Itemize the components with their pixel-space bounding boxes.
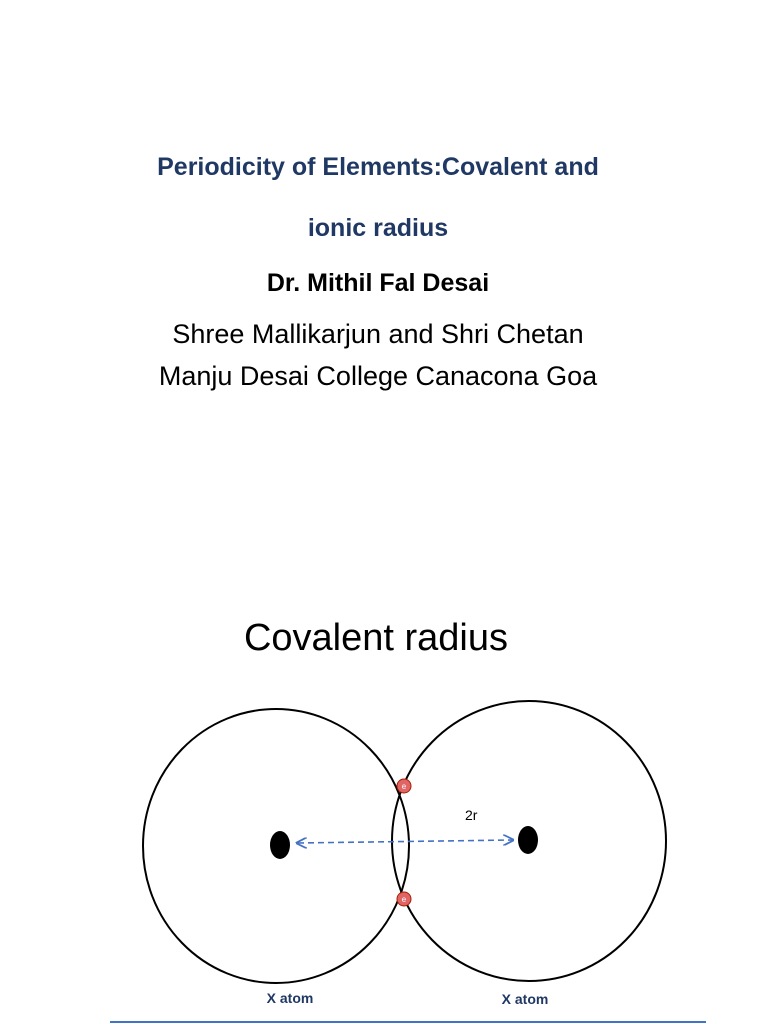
shared-electron-bottom: [397, 892, 411, 906]
covalent-radius-diagram: [0, 512, 768, 1024]
affiliation-line-1: Shree Mallikarjun and Shri Chetan: [172, 319, 584, 349]
distance-label: 2r: [465, 807, 478, 823]
covalent-radius-slide: [0, 512, 768, 1024]
shared-electron-top: [397, 779, 411, 793]
right-nucleus: [518, 826, 538, 854]
slide-title-line-2: ionic radius: [307, 214, 449, 242]
slide-title-line-1: Periodicity of Elements:Covalent and: [157, 153, 599, 181]
left-nucleus: [270, 831, 290, 859]
distance-arrow: [298, 840, 512, 843]
affiliation-line-2: Manju Desai College Canacona Goa: [158, 361, 598, 391]
bottom-divider: [110, 1021, 706, 1023]
slide-heading: Covalent radius: [243, 617, 509, 659]
right-atom-label: X atom: [501, 991, 549, 1007]
author-name: Dr. Mithil Fal Desai: [266, 269, 490, 297]
electron-label-top: e: [401, 782, 407, 791]
left-atom-label: X atom: [266, 990, 314, 1006]
electron-label-bottom: e: [401, 895, 407, 904]
title-slide: [0, 0, 768, 510]
